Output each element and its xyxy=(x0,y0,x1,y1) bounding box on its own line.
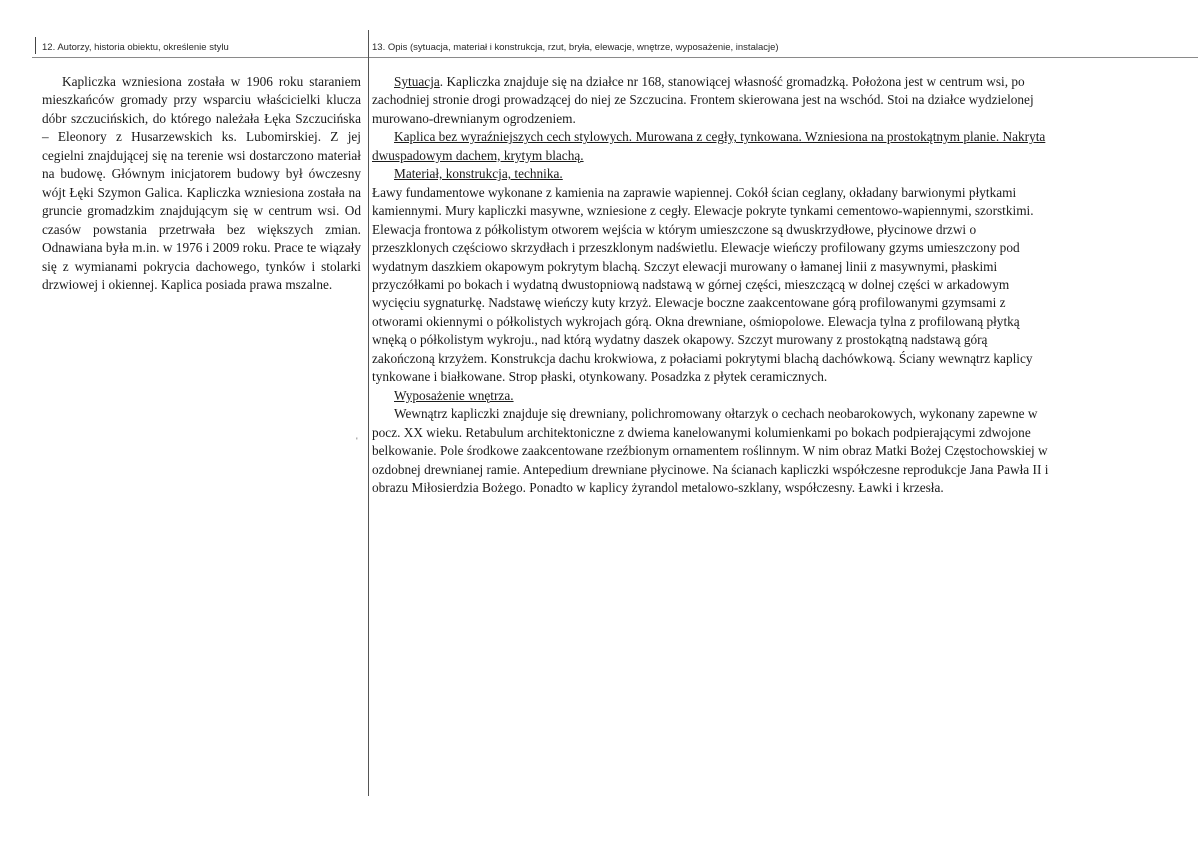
description-column xyxy=(372,73,1198,513)
text-line: otworami okiennymi o półkolistych wykrojach górą. Okna drewniane, ośmiopolowe. Elewacja tylna z profilowaną płytką xyxy=(372,313,1020,329)
history-paragraph: Kapliczka wzniesiona została w 1906 roku staraniem mieszkańców gromady przy wsparciu właścicielki klucza dóbr szczucińskich, do którego należała Łęka Szczucińska – Eleonory z Husarzewskich ks. Lubomirskiej. Z jej cegielni znajdującej się na terenie wsi dostarczono materiał na budowę. Głównym inicjatorem budowy był ówczesny wójt Łęki Szymon Galica. Kapliczka wzniesiona została na gruncie gromadzkim znajdującym się w centrum wsi. Od czasów powstania przetrwała bez większych zmian. Odnawiana była m.in. w 1976 i 2009 roku. Prace te wiązały się z wymianami pokrycia dachowego, tynków i stolarki drzwiowej i okiennej. Kaplica posiada prawa mszalne. xyxy=(42,74,361,292)
material-heading: Materiał, konstrukcja, technika. xyxy=(394,166,563,182)
situation-heading: Sytuacja xyxy=(394,74,440,89)
section-13-heading: 13. Opis (sytuacja, materiał i konstrukcja, rzut, bryła, elewacje, wnętrze, wyposażenie, instalacje) xyxy=(372,42,779,53)
text-line: wnęką o półkolistym wykroju., nad którą wydatny daszek okapowy. Szczyt murowany z prostokątną nadstawą górą xyxy=(372,332,988,348)
situation-line-3: murowano-drewnianym ogrodzeniem. xyxy=(372,110,576,126)
style-line-2: dwuspadowym dachem, krytym blachą. xyxy=(372,147,584,163)
situation-line-2: zachodniej stronie drogi prowadzącej do niej ze Szczucina. Frontem skierowana jest na wschód. Stoi na działce wydzielonej xyxy=(372,92,1034,108)
text-line: belkowanie. Pole środkowe zaakcentowane rzeźbionym ornamentem roślinnym. W nim obraz Matki Bożej Częstochowskiej w xyxy=(372,443,1048,459)
margin-mark: ' xyxy=(356,436,358,446)
text-line: Elewacja frontowa z półkolistym otworem wejścia w którym umieszczone są dwuskrzydłowe, płycinowe drzwi o xyxy=(372,221,977,237)
text-line: wycięciu sygnaturkę. Nadstawę wieńczy kuty krzyż. Elewacje boczne zaakcentowane górą profilowanymi gzymsami z xyxy=(372,295,1006,311)
column-divider xyxy=(368,30,369,796)
style-line-1: Kaplica bez wyraźniejszych cech stylowych. Murowana z cegły, tynkowana. Wzniesiona na prostokątnym planie. Nakryta xyxy=(394,129,1046,145)
text-line: kamiennymi. Mury kapliczki masywne, wzniesione z cegły. Elewacje pokryte tynkami cementowo-wapiennymi, szorstkimi. xyxy=(372,203,1034,219)
text-line: przyczółkami po bokach i wydatną dwustopniową nadstawą w górnej części, mieszczącą w dolnej części w arkadowym xyxy=(372,276,1010,292)
interior-text-block xyxy=(372,405,1198,497)
text-line: wydatnym daszkiem okapowym pokrytym blachą. Szczyt elewacji murowany o łamanej linii z masywnymi, płaskimi xyxy=(372,258,998,274)
text-line: przeszklonych częściowo skrzydłach i przeszklonym nadświetlu. Elewacje wieńczy profilowany gzyms umieszczony pod xyxy=(372,240,1020,256)
material-text-block xyxy=(372,184,1198,387)
text-line: Ławy fundamentowe wykonane z kamienia na zaprawie wapiennej. Cokół ścian ceglany, okładany barwionymi płytkami xyxy=(372,184,1017,200)
text-line: tynkowane i białkowane. Strop płaski, otynkowany. Posadzka z płytek ceramicznych. xyxy=(372,369,828,385)
text-line: ozdobnej drewnianej ramie. Antepedium drewniane płycinowe. Na ścianach kapliczki współczesne reprodukcje Jana Pawła II i xyxy=(372,461,1049,477)
text-line: Wewnątrz kapliczki znajduje się drewniany, polichromowany ołtarzyk o cechach neobarokowych, wykonany zapewne w xyxy=(394,406,1038,422)
text-line: obrazu Miłosierdzia Bożego. Ponadto w kaplicy żyrandol metalowo-szklany, współczesny. Ławki i krzesła. xyxy=(372,479,944,495)
text-line: zakończoną krzyżem. Konstrukcja dachu krokwiowa, z połaciami pokrytymi blachą dachówkową. Ściany wewnątrz kaplicy xyxy=(372,350,1033,366)
interior-heading: Wyposażenie wnętrza. xyxy=(394,387,514,403)
situation-line-1 xyxy=(372,73,1198,91)
header-tick-mark xyxy=(35,37,36,54)
header-divider xyxy=(32,57,1198,58)
text-line: pocz. XX wieku. Retabulum architektoniczne z dwiema kanelowanymi kolumienkami po bokach podpierającymi zdwojone xyxy=(372,424,1031,440)
situation-text-1: . Kapliczka znajduje się na działce nr 168, stanowiącej własność gromadzką. Położona jest w centrum wsi, po xyxy=(439,74,1025,89)
section-12-heading: 12. Autorzy, historia obiektu, określenie stylu xyxy=(42,42,229,53)
history-column xyxy=(42,73,361,294)
